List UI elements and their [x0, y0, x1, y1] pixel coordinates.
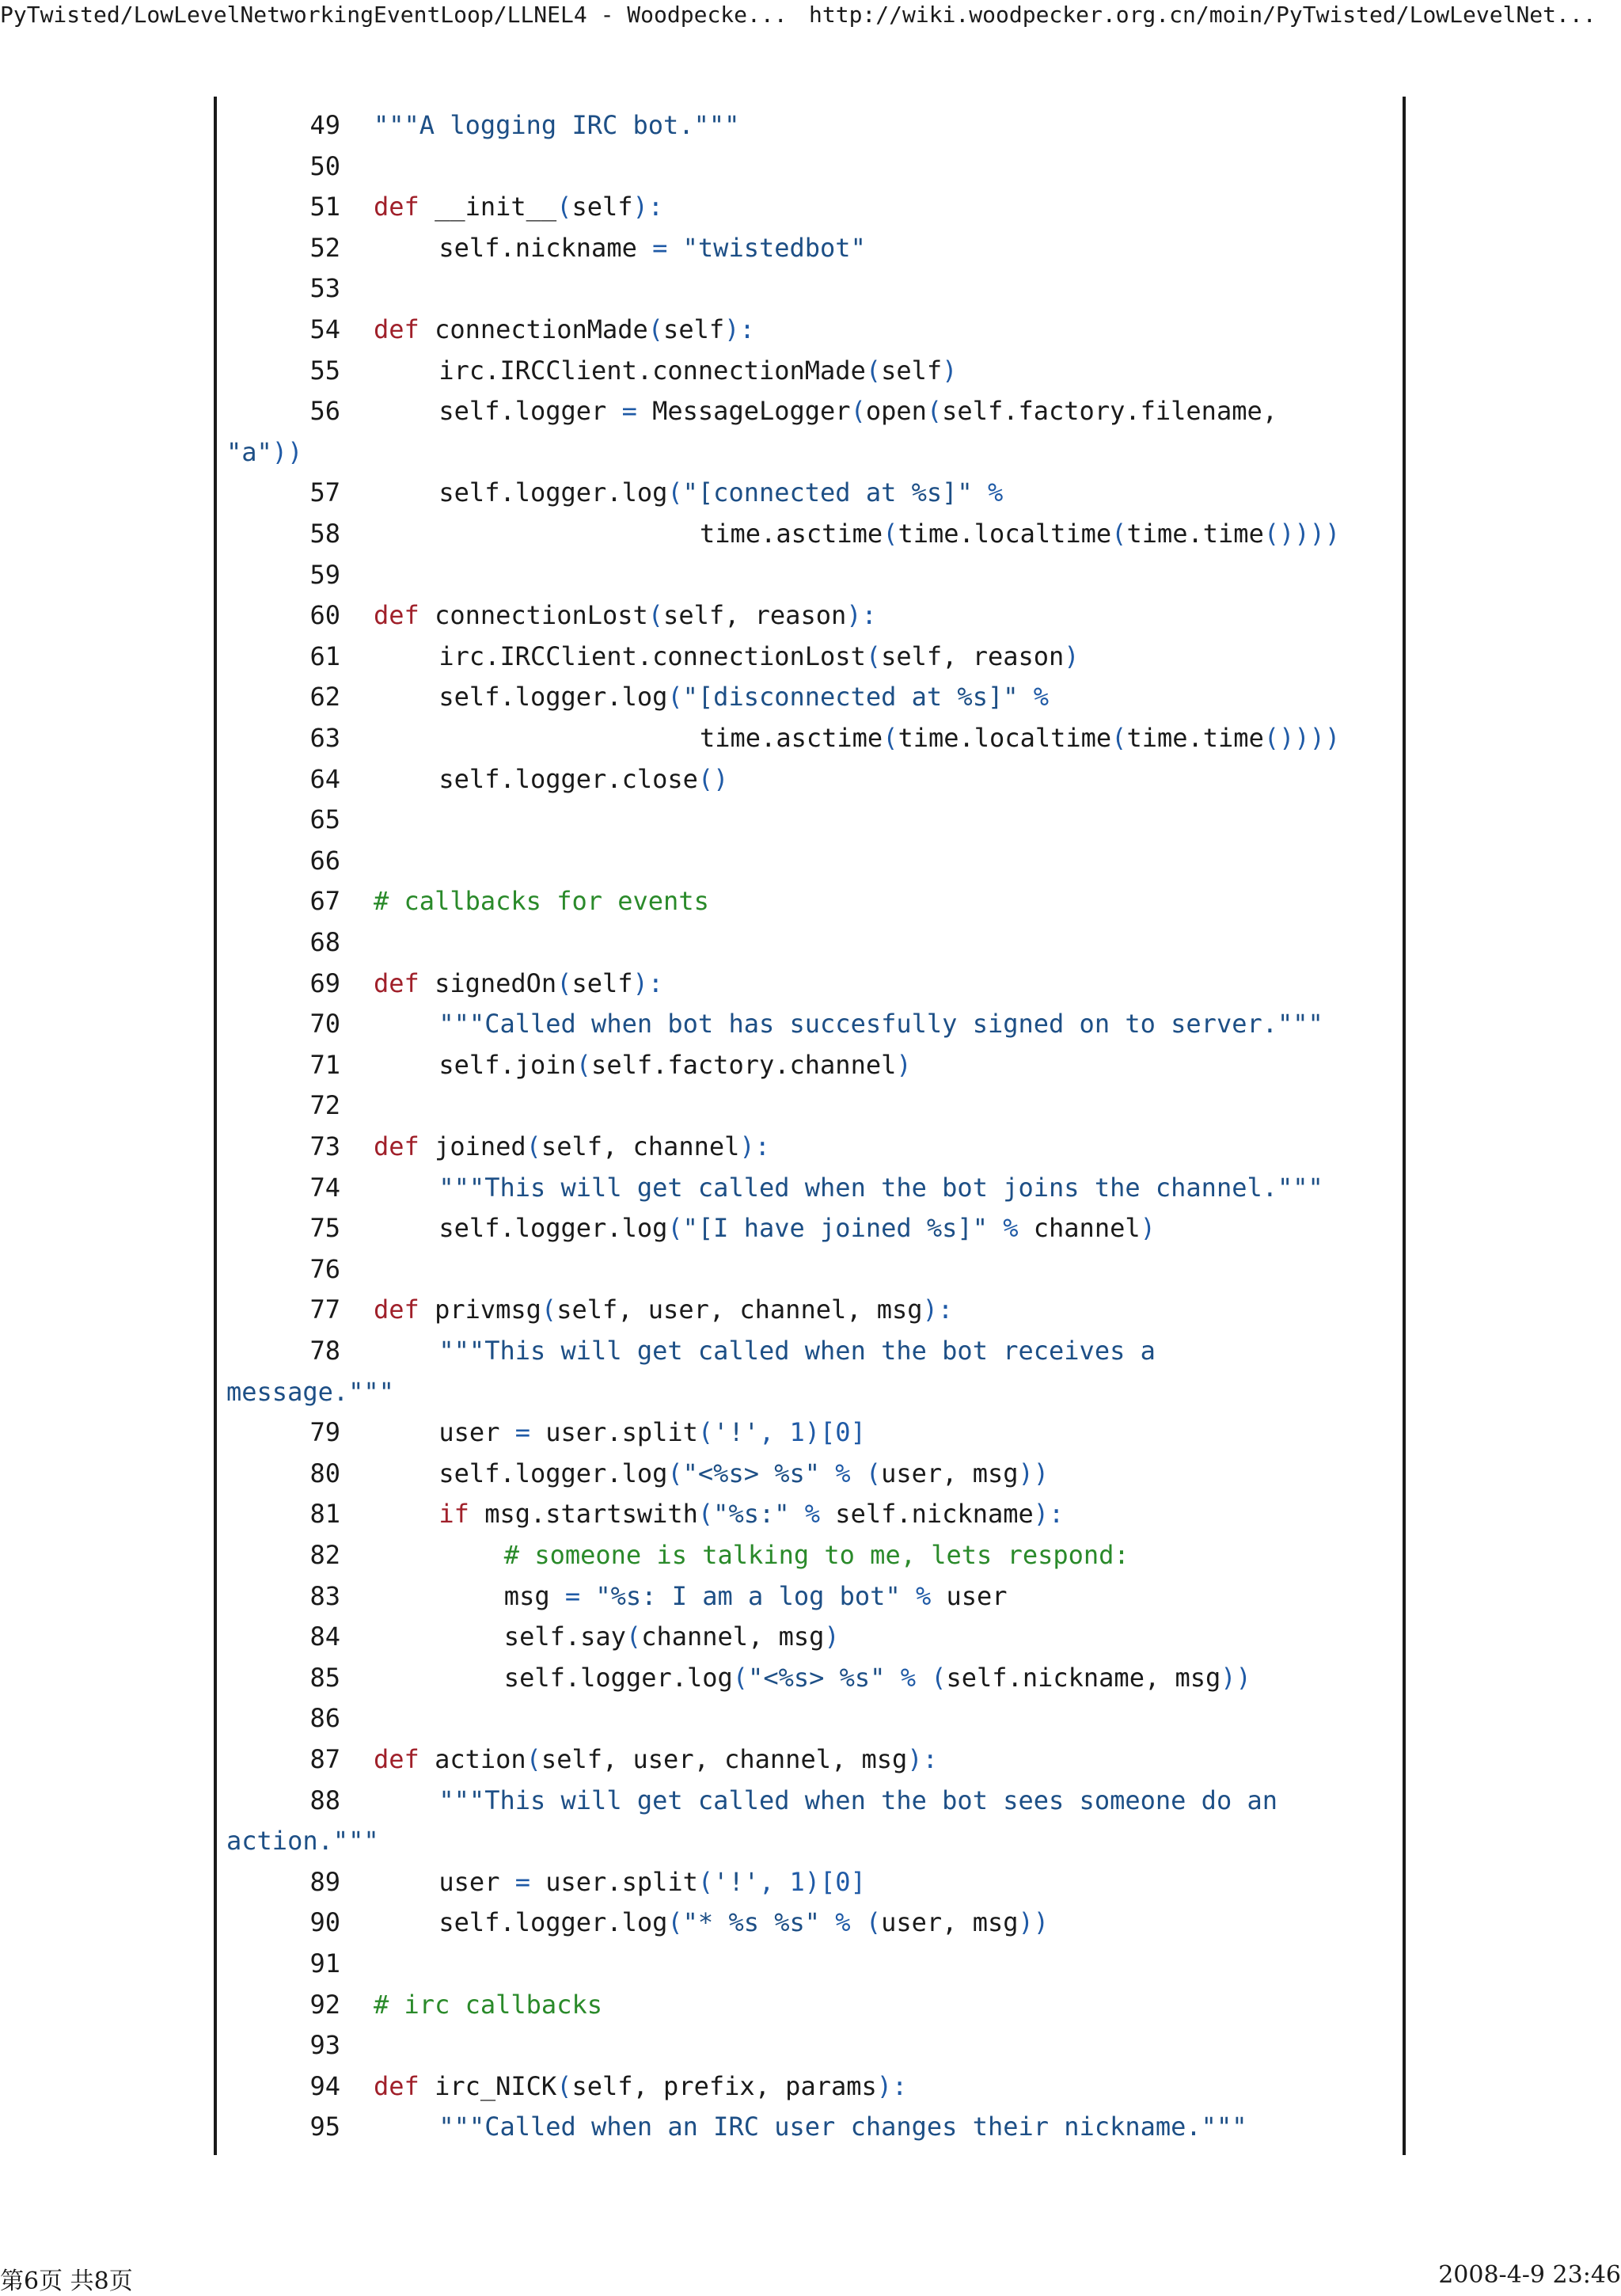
code-token [885, 1663, 900, 1693]
code-token: ( [667, 682, 683, 713]
code-token: self, reason [881, 641, 1065, 671]
print-header [0, 0, 1621, 32]
code-text [438, 636, 1079, 677]
code-token: ( [865, 641, 882, 671]
line-number: 95 [309, 2112, 340, 2142]
code-token: msg [503, 1580, 565, 1611]
code-token: % [835, 1907, 851, 1938]
code-token: ( [931, 1662, 947, 1693]
code-text [438, 390, 1277, 431]
code-token: ( [625, 1621, 642, 1652]
code-token: % [1003, 1213, 1019, 1244]
code-block-left-border [214, 97, 217, 2155]
code-token: self.join [438, 1049, 576, 1080]
code-token: )[0] [804, 1866, 866, 1897]
code-text [374, 2066, 907, 2107]
line-number: 55 [309, 355, 340, 386]
code-token [667, 233, 682, 263]
code-text [374, 105, 739, 146]
line-number: 88 [309, 1785, 340, 1815]
code-token: irc_NICK [419, 2070, 557, 2101]
code-token: time.asctime [700, 723, 883, 753]
code-text [504, 1576, 1008, 1617]
line-number: 76 [309, 1253, 340, 1284]
code-token: = [564, 1580, 581, 1611]
code-token: ( [556, 2070, 572, 2101]
code-text [438, 1207, 1155, 1249]
line-number: 75 [309, 1213, 340, 1244]
line-number: 86 [309, 1703, 340, 1734]
code-token: self, channel [541, 1131, 740, 1161]
code-token: self, user, channel, msg [556, 1294, 923, 1325]
code-token: ( [526, 1744, 541, 1774]
line-number: 57 [309, 477, 340, 508]
code-token: = [514, 1866, 530, 1897]
code-token [973, 477, 988, 507]
code-token [820, 1907, 835, 1937]
code-token: '!' [713, 1417, 759, 1448]
code-token: ): [724, 314, 755, 344]
code-token: "twistedbot" [682, 232, 866, 263]
code-token: ()))) [1263, 519, 1341, 549]
code-token: ( [732, 1662, 749, 1693]
code-token: """Called when bot has succesfully signed on to server.""" [438, 1009, 1323, 1040]
code-token: ) [1064, 641, 1080, 671]
code-token: def [374, 1131, 419, 1161]
line-number: 59 [309, 559, 340, 590]
code-text [438, 350, 957, 391]
code-text-continuation [226, 431, 302, 473]
code-token: irc.IRCClient.connectionLost [438, 641, 866, 671]
code-text [438, 1044, 911, 1085]
line-number: 63 [309, 723, 340, 753]
code-token: "%s:" [713, 1499, 790, 1530]
code-token: ( [850, 396, 866, 427]
code-token [580, 1581, 595, 1611]
code-token: ( [865, 1907, 882, 1938]
code-token [851, 1458, 866, 1488]
code-token: self, reason [663, 600, 847, 631]
line-number: 58 [309, 519, 340, 549]
line-number: 51 [309, 192, 340, 222]
code-token: user [931, 1580, 1008, 1611]
code-token: privmsg [419, 1294, 541, 1325]
code-token: ()))) [1263, 723, 1341, 753]
code-token: % [915, 1580, 932, 1611]
code-token: 1 [789, 1417, 805, 1448]
code-token: ): [1033, 1499, 1065, 1530]
code-text [504, 1534, 1129, 1576]
line-number: 60 [309, 600, 340, 631]
code-token: = [514, 1417, 530, 1448]
code-text [438, 1902, 1049, 1943]
code-token: """This will get called when the bot joins the channel.""" [438, 1172, 1323, 1203]
code-token: ( [575, 1049, 592, 1080]
code-text [504, 1657, 1251, 1698]
line-number: 67 [309, 886, 340, 917]
code-token: __init__ [419, 192, 557, 222]
code-token: user, msg [881, 1458, 1019, 1488]
code-token: ( [865, 355, 882, 386]
code-token: self.logger.log [438, 1907, 668, 1938]
line-number: 73 [309, 1131, 340, 1161]
line-number: 89 [309, 1866, 340, 1897]
code-text [438, 1412, 865, 1453]
line-number: 84 [309, 1621, 340, 1652]
code-token: ) [824, 1621, 840, 1652]
code-token: user.split [530, 1866, 698, 1897]
code-token: ): [846, 600, 877, 631]
code-token: = [621, 396, 637, 427]
code-text [374, 595, 877, 636]
line-number: 74 [309, 1172, 340, 1203]
code-token: '!' [713, 1866, 759, 1897]
code-token [916, 1663, 931, 1693]
code-token: ( [667, 1213, 683, 1244]
code-token [988, 1213, 1003, 1243]
line-number: 71 [309, 1049, 340, 1080]
code-token: "[disconnected at %s]" [682, 682, 1019, 713]
line-number: 68 [309, 927, 340, 957]
code-token: time.localtime [898, 723, 1112, 753]
code-token [901, 1581, 916, 1611]
code-token: """A logging IRC bot.""" [374, 110, 740, 140]
code-token: if [438, 1499, 469, 1530]
code-token: ( [1111, 519, 1127, 549]
code-token: ( [556, 192, 572, 222]
code-token: open [865, 396, 927, 427]
code-token: "%s: I am a log bot" [595, 1580, 901, 1611]
code-token: ( [883, 723, 898, 753]
code-token: ( [926, 396, 943, 427]
code-token: self [571, 192, 633, 222]
code-token: )) [1220, 1662, 1251, 1693]
code-text [438, 1780, 1277, 1821]
code-token: user, msg [881, 1907, 1019, 1938]
line-number: 54 [309, 314, 340, 344]
code-token: , [758, 1866, 790, 1897]
code-token: user [438, 1417, 515, 1448]
code-token: connectionMade [419, 314, 648, 344]
code-token: self.logger.log [438, 477, 668, 508]
code-token: self.factory.channel [591, 1049, 897, 1080]
code-token: time.time [1126, 519, 1264, 549]
code-token: self.logger.log [438, 1213, 668, 1244]
code-token: time.asctime [700, 519, 883, 549]
code-token [851, 1907, 866, 1937]
code-token: ( [697, 1499, 714, 1530]
code-token: ( [697, 1417, 714, 1448]
code-text [700, 513, 1340, 554]
code-text [438, 1167, 1323, 1208]
code-text [438, 676, 1049, 717]
code-token: self.say [503, 1621, 626, 1652]
code-token: signedOn [419, 967, 557, 998]
code-token: # irc callbacks [374, 1989, 602, 2020]
code-token: channel, msg [641, 1621, 825, 1652]
code-token: % [804, 1499, 821, 1530]
code-token: def [374, 2070, 419, 2101]
code-text [438, 472, 1003, 513]
code-text [438, 1003, 1323, 1044]
code-text [374, 1289, 953, 1330]
code-token: "[connected at %s]" [682, 477, 973, 508]
code-token: self.logger.log [438, 1458, 668, 1488]
code-token: self.logger.log [503, 1662, 733, 1693]
code-token: % [1033, 682, 1050, 713]
line-number: 65 [309, 804, 340, 835]
code-text [374, 1126, 770, 1167]
code-token: user.split [530, 1417, 698, 1448]
code-token: """This will get called when the bot receives a [438, 1336, 1156, 1366]
code-text [700, 717, 1340, 758]
code-token: message.""" [226, 1376, 394, 1407]
code-token: ) [942, 355, 958, 386]
code-text [374, 880, 709, 922]
code-token: "<%s> %s" [748, 1662, 886, 1693]
code-token: # someone is talking to me, lets respond: [503, 1540, 1129, 1570]
code-token: self.logger.log [438, 682, 668, 713]
code-token: def [374, 192, 419, 222]
line-number: 66 [309, 845, 340, 876]
code-text [438, 1453, 1049, 1494]
code-token: self.nickname [820, 1499, 1034, 1530]
code-token: self.logger [438, 396, 622, 427]
code-token: ): [876, 2070, 908, 2101]
code-token: ): [922, 1294, 954, 1325]
code-token: , [758, 1417, 790, 1448]
code-token: def [374, 1744, 419, 1774]
line-number: 87 [309, 1744, 340, 1774]
code-token: action [419, 1744, 526, 1774]
code-token: ): [739, 1131, 770, 1161]
line-number: 61 [309, 641, 340, 671]
code-token: self [571, 967, 633, 998]
line-number: 50 [309, 150, 340, 181]
code-token: def [374, 600, 419, 631]
code-block [214, 97, 1406, 2155]
code-token: ( [647, 600, 664, 631]
code-token: ) [896, 1049, 912, 1080]
line-number: 56 [309, 396, 340, 427]
code-token: ( [667, 1458, 683, 1488]
code-token: MessageLogger [636, 396, 851, 427]
code-token: action.""" [226, 1826, 379, 1857]
code-token: channel [1018, 1213, 1141, 1244]
line-number: 85 [309, 1662, 340, 1693]
line-number: 79 [309, 1417, 340, 1448]
line-number: 62 [309, 682, 340, 713]
code-text [438, 758, 728, 800]
code-token: user [438, 1866, 515, 1897]
code-token: ( [667, 477, 683, 508]
code-token: % [987, 477, 1004, 508]
code-token: ( [526, 1131, 541, 1161]
code-token: )) [271, 436, 303, 467]
code-token: time.time [1126, 723, 1264, 753]
code-token: self, prefix, params [571, 2070, 877, 2101]
code-token: 1 [789, 1866, 805, 1897]
code-token: ( [865, 1458, 882, 1488]
code-token: joined [419, 1131, 526, 1161]
line-number: 72 [309, 1090, 340, 1121]
line-number: 70 [309, 1009, 340, 1040]
code-token: )) [1018, 1907, 1050, 1938]
line-number: 53 [309, 273, 340, 304]
code-token: ): [632, 192, 664, 222]
line-number: 92 [309, 1989, 340, 2020]
code-token: connectionLost [419, 600, 648, 631]
code-token: % [835, 1458, 851, 1488]
code-token: ( [541, 1294, 557, 1325]
code-token [790, 1499, 805, 1529]
line-number: 78 [309, 1336, 340, 1366]
page-number: 第6页 共8页 [0, 2267, 133, 2295]
code-token: ): [632, 967, 664, 998]
code-token: = [652, 232, 668, 263]
code-token: ) [1140, 1213, 1156, 1244]
line-number: 49 [309, 110, 340, 140]
code-token: # callbacks for events [374, 886, 709, 917]
code-token: def [374, 1294, 419, 1325]
code-text-continuation [226, 1820, 379, 1861]
line-number: 93 [309, 2030, 340, 2061]
code-token: () [697, 763, 729, 794]
line-number: 77 [309, 1294, 340, 1325]
line-number: 69 [309, 967, 340, 998]
code-text [438, 227, 865, 268]
code-token: time.localtime [898, 519, 1112, 549]
code-token: ( [556, 967, 572, 998]
code-token: "a" [226, 436, 272, 467]
code-text [374, 309, 755, 350]
code-token: self.factory.filename, [942, 396, 1277, 427]
code-token: msg.startswith [469, 1499, 698, 1530]
page-url: http://wiki.woodpecker.org.cn/moin/PyTwisted/LowLevelNet... [809, 2, 1596, 28]
code-token: ( [647, 314, 664, 344]
code-block-right-border [1403, 97, 1406, 2155]
code-text [374, 1739, 938, 1780]
line-number: 83 [309, 1580, 340, 1611]
line-number: 94 [309, 2070, 340, 2101]
code-token: "<%s> %s" [682, 1458, 821, 1488]
code-text [374, 963, 663, 1004]
code-token: ( [1111, 723, 1127, 753]
code-token [820, 1458, 835, 1488]
code-token [1018, 682, 1033, 712]
code-token: % [900, 1662, 916, 1693]
code-token: """Called when an IRC user changes their nickname.""" [438, 2112, 1247, 2142]
code-token: def [374, 314, 419, 344]
page-title: PyTwisted/LowLevelNetworkingEventLoop/LLNEL4 - Woodpecke... [0, 2, 788, 28]
line-number: 52 [309, 232, 340, 263]
code-token: self, user, channel, msg [541, 1744, 908, 1774]
line-number: 91 [309, 1948, 340, 1979]
code-token: ( [697, 1866, 714, 1897]
code-text [438, 1493, 1064, 1534]
line-number: 64 [309, 763, 340, 794]
code-token: self.nickname, msg [946, 1662, 1221, 1693]
code-token: irc.IRCClient.connectionMade [438, 355, 866, 386]
line-number: 81 [309, 1499, 340, 1530]
line-number: 80 [309, 1458, 340, 1488]
code-text [438, 1330, 1155, 1371]
code-token: self.nickname [438, 232, 653, 263]
code-token: def [374, 967, 419, 998]
code-token: )) [1018, 1458, 1050, 1488]
code-text [374, 1984, 602, 2025]
code-token: "* %s %s" [682, 1907, 821, 1938]
code-token: "[I have joined %s]" [682, 1213, 988, 1244]
line-number: 82 [309, 1540, 340, 1570]
code-text [374, 186, 663, 227]
code-text [438, 2106, 1247, 2147]
code-token: ( [667, 1907, 683, 1938]
code-token: )[0] [804, 1417, 866, 1448]
code-token: ): [907, 1744, 938, 1774]
code-text [504, 1616, 840, 1657]
code-token: self [663, 314, 725, 344]
code-token: self.logger.close [438, 763, 698, 794]
code-text-continuation [226, 1371, 394, 1412]
code-token: """This will get called when the bot sees someone do an [438, 1785, 1277, 1815]
print-datetime: 2008-4-9 23:46 [1438, 2261, 1621, 2289]
code-token: self [881, 355, 943, 386]
code-text [438, 1861, 865, 1903]
code-token: ( [883, 519, 898, 549]
line-number: 90 [309, 1907, 340, 1938]
